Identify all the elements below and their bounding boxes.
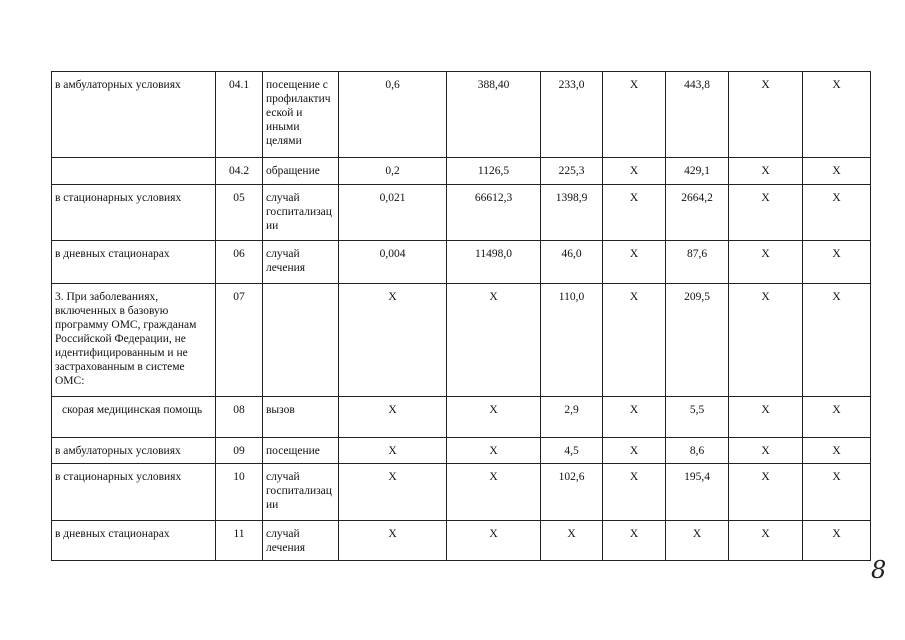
row-code-cell: 07 [216,284,263,397]
value-cell: X [339,397,447,438]
row-name-cell: в дневных стационарах [52,521,216,561]
value-cell: X [603,72,666,158]
value-cell: X [603,521,666,561]
value-cell: 110,0 [541,284,603,397]
value-cell: 46,0 [541,241,603,284]
tariff-table [51,71,871,561]
row-code-cell: 10 [216,464,263,521]
value-cell: 233,0 [541,72,603,158]
value-cell: 209,5 [666,284,729,397]
value-cell: 2664,2 [666,185,729,241]
row-unit-cell: случай лечения [263,521,339,561]
value-cell: X [803,464,871,521]
value-cell: X [803,185,871,241]
value-cell: X [603,241,666,284]
table-row [52,72,871,158]
table-row [52,521,871,561]
value-cell: X [447,438,541,464]
value-cell: X [729,438,803,464]
value-cell: 2,9 [541,397,603,438]
row-code-cell: 08 [216,397,263,438]
value-cell: X [729,521,803,561]
row-unit-cell: вызов [263,397,339,438]
value-cell: X [803,72,871,158]
row-name-cell: в амбулаторных условиях [52,438,216,464]
table-row [52,464,871,521]
value-cell: X [803,521,871,561]
value-cell: X [603,284,666,397]
row-code-cell: 05 [216,185,263,241]
value-cell: 87,6 [666,241,729,284]
value-cell: X [447,521,541,561]
value-cell: 443,8 [666,72,729,158]
value-cell: X [803,284,871,397]
row-name-cell: в дневных стационарах [52,241,216,284]
row-code-cell: 09 [216,438,263,464]
row-code-cell: 11 [216,521,263,561]
value-cell: 195,4 [666,464,729,521]
value-cell: X [447,397,541,438]
row-unit-cell: обращение [263,158,339,185]
value-cell: 0,004 [339,241,447,284]
value-cell: X [666,521,729,561]
table-row [52,241,871,284]
value-cell: X [729,284,803,397]
value-cell: 8,6 [666,438,729,464]
value-cell: X [447,464,541,521]
row-code-cell: 06 [216,241,263,284]
value-cell: 0,6 [339,72,447,158]
value-cell: X [603,464,666,521]
value-cell: 102,6 [541,464,603,521]
value-cell: X [729,241,803,284]
table-row [52,397,871,438]
value-cell: X [603,185,666,241]
value-cell: X [803,158,871,185]
value-cell: X [339,284,447,397]
value-cell: 388,40 [447,72,541,158]
value-cell: 4,5 [541,438,603,464]
table-row [52,284,871,397]
row-unit-cell [263,284,339,397]
table-row [52,185,871,241]
value-cell: X [803,438,871,464]
row-name-cell: в стационарных условиях [52,464,216,521]
value-cell: 11498,0 [447,241,541,284]
value-cell: X [603,438,666,464]
row-unit-cell: случай госпитализац ии [263,185,339,241]
value-cell: X [603,397,666,438]
value-cell: X [729,185,803,241]
value-cell: 225,3 [541,158,603,185]
row-unit-cell: посещение [263,438,339,464]
row-name-cell: в стационарных условиях [52,185,216,241]
value-cell: X [447,284,541,397]
value-cell: X [729,72,803,158]
value-cell: X [729,397,803,438]
value-cell: 0,021 [339,185,447,241]
page-number: 8 [871,556,887,584]
row-unit-cell: посещение с профилактич еской и иными целями [263,72,339,158]
row-code-cell: 04.1 [216,72,263,158]
row-name-cell: 3. При заболеваниях, включенных в базовую программу ОМС, гражданам Российской Федерации, не идентифицированным и не застрахованным в системе ОМС: [52,284,216,397]
value-cell: X [603,158,666,185]
row-name-cell [52,158,216,185]
value-cell: X [339,464,447,521]
row-unit-cell: случай лечения [263,241,339,284]
table-row [52,438,871,464]
row-unit-cell: случай госпитализац ии [263,464,339,521]
row-name-cell: в амбулаторных условиях [52,72,216,158]
value-cell: 66612,3 [447,185,541,241]
value-cell: X [729,464,803,521]
value-cell: 1398,9 [541,185,603,241]
table-row [52,158,871,185]
value-cell: X [803,241,871,284]
value-cell: X [803,397,871,438]
value-cell: X [339,438,447,464]
value-cell: 5,5 [666,397,729,438]
value-cell: 429,1 [666,158,729,185]
value-cell: X [339,521,447,561]
value-cell: X [729,158,803,185]
value-cell: 1126,5 [447,158,541,185]
row-name-cell: скорая медицинская помощь [52,397,216,438]
value-cell: 0,2 [339,158,447,185]
row-code-cell: 04.2 [216,158,263,185]
value-cell: X [541,521,603,561]
